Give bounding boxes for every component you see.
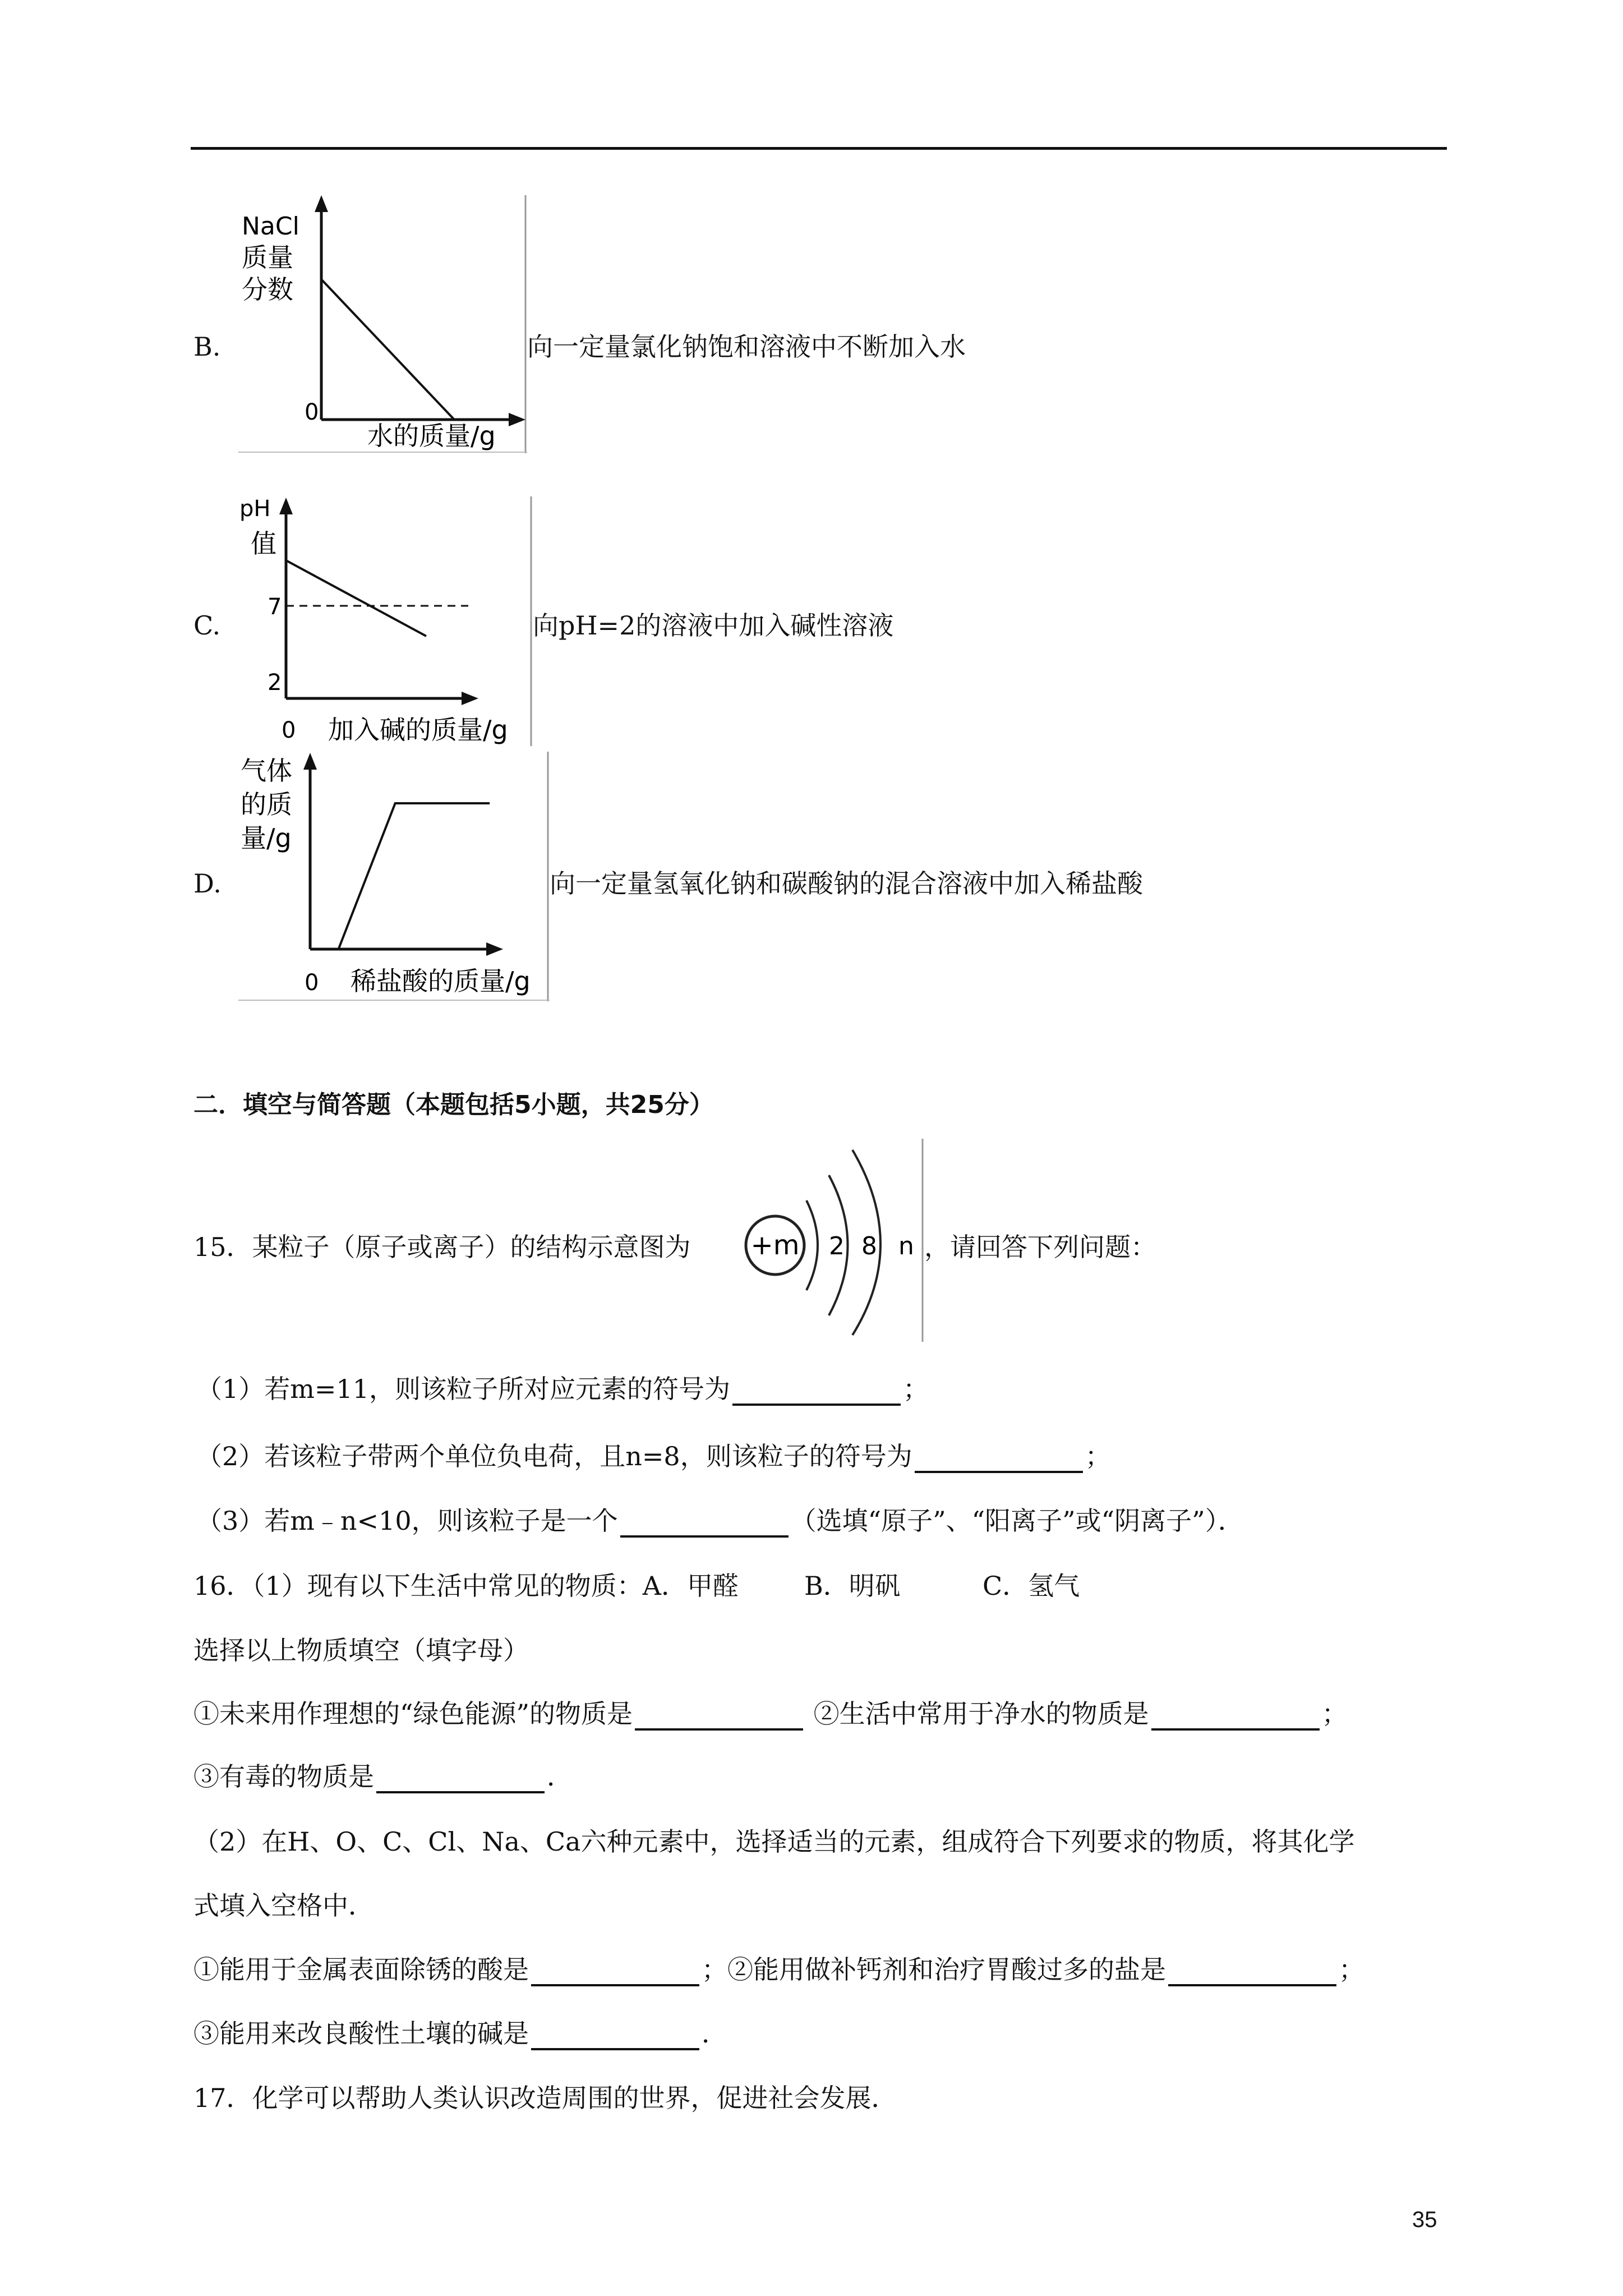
shell-3-count: n: [898, 1232, 914, 1260]
chart-b-origin: 0: [305, 399, 319, 425]
q16-green-energy-blank[interactable]: [635, 1704, 803, 1731]
option-c-label: C.: [193, 610, 221, 641]
option-b-text: 向一定量氯化钠饱和溶液中不断加入水: [527, 332, 966, 362]
q16-toxic-blank[interactable]: [376, 1766, 545, 1793]
chart-d-xlabel: 稀盐酸的质量/g: [351, 966, 531, 996]
option-d-text: 向一定量氢氧化钠和碳酸钠的混合溶液中加入稀盐酸: [550, 868, 1143, 899]
section-heading: 二．填空与简答题（本题包括5小题，共25分）: [193, 1091, 714, 1119]
atom-structure-diagram: [740, 1139, 925, 1342]
q16-base-blank[interactable]: [531, 2023, 699, 2050]
chart-c: [238, 496, 533, 746]
q16-salt-blank[interactable]: [1168, 1959, 1336, 1986]
chart-d: [238, 752, 550, 1001]
shell-1-count: 2: [829, 1232, 845, 1260]
q16-line5: （2）在H、O、C、Cl、Na、Ca六种元素中，选择适当的元素，组成符合下列要求的物质，将其化学: [193, 1826, 1355, 1857]
q17-line1: 17．化学可以帮助人类认识改造周围的世界，促进社会发展．: [193, 2083, 897, 2113]
chart-b-ylabel-2: 质量: [242, 242, 293, 273]
chart-c-xlabel: 加入碱的质量/g: [328, 715, 508, 745]
q15-sub1-blank[interactable]: [732, 1379, 901, 1406]
q15-sub2: （2）若该粒子带两个单位负电荷，且n=8，则该粒子的符号为 ；: [196, 1439, 1111, 1473]
q16-line3: ①未来用作理想的“绿色能源”的物质是 ②生活中常用于净水的物质是 ；: [193, 1697, 1348, 1731]
nucleus-label: +m: [750, 1230, 800, 1261]
chart-d-ylabel-2: 的质: [241, 789, 292, 820]
q16-line2: 选择以上物质填空（填字母）: [193, 1635, 529, 1665]
q16-water-purify-blank[interactable]: [1151, 1704, 1320, 1731]
option-b-label: B.: [193, 332, 221, 362]
chart-b-xlabel: 水的质量/g: [367, 421, 496, 451]
q15-prefix: 15．某粒子（原子或离子）的结构示意图为: [193, 1232, 691, 1262]
q16-line6: 式填入空格中．: [193, 1890, 374, 1921]
q16-line4: ③有毒的物质是 ．: [193, 1760, 573, 1793]
chart-d-origin: 0: [305, 970, 319, 996]
q15-sub2-blank[interactable]: [915, 1446, 1083, 1473]
chart-b-ylabel-3: 分数: [242, 274, 293, 305]
header-rule: [191, 147, 1447, 150]
shell-2-count: 8: [861, 1232, 877, 1260]
chart-d-series-line: [339, 803, 490, 949]
q15-sub3-blank[interactable]: [620, 1511, 789, 1538]
chart-c-ylabel-1: pH: [239, 496, 271, 522]
chart-b: [238, 195, 527, 453]
page-number: 35: [1412, 2207, 1437, 2232]
q16-line7: ①能用于金属表面除锈的酸是 ；②能用做补钙剂和治疗胃酸过多的盐是 ；: [193, 1953, 1364, 1986]
q16-line1: 16．（1）现有以下生活中常见的物质：A．甲醛 B．明矾 C．氢气: [193, 1571, 1080, 1601]
q16-line8: ③能用来改良酸性土壤的碱是 ．: [193, 2017, 727, 2050]
chart-b-ylabel-1: NaCl: [242, 212, 299, 241]
chart-c-series-line: [286, 560, 426, 636]
chart-d-ylabel-1: 气体: [241, 756, 292, 786]
chart-c-tick-2: 2: [268, 670, 282, 696]
option-d-label: D.: [193, 868, 222, 899]
q15-sub1: （1）若m=11，则该粒子所对应元素的符号为 ；: [196, 1372, 929, 1406]
q16-acid-blank[interactable]: [531, 1959, 699, 1986]
option-c-text: 向pH=2的溶液中加入碱性溶液: [533, 610, 894, 641]
chart-c-ylabel-2: 值: [251, 528, 276, 559]
q15-suffix: ，请回答下列问题：: [924, 1232, 1156, 1262]
q15-sub3: （3）若m﹣n<10，则该粒子是一个 （选填“原子”、“阳离子”或“阴离子”）．: [196, 1504, 1244, 1538]
chart-c-origin: 0: [282, 717, 296, 743]
chart-c-tick-7: 7: [268, 594, 282, 620]
chart-b-series-line: [321, 279, 454, 420]
chart-d-ylabel-3: 量/g: [241, 823, 292, 853]
